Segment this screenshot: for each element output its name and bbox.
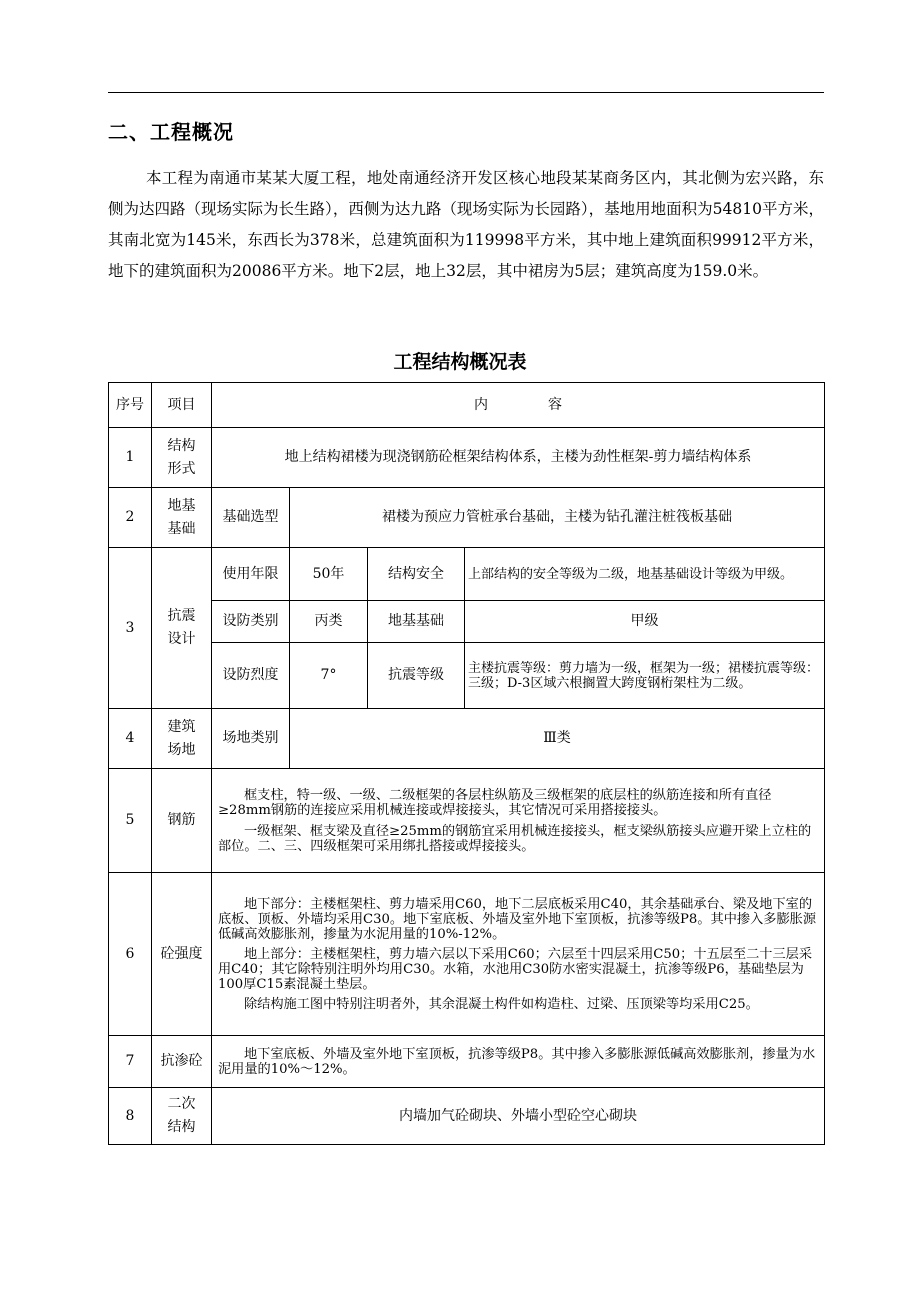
- table-title: 工程结构概况表: [393, 351, 527, 373]
- row-item: 结构 形式: [152, 428, 212, 488]
- row-no: 7: [109, 1036, 152, 1088]
- table-row: [109, 709, 825, 769]
- row-no: 8: [109, 1088, 152, 1145]
- row-no: 4: [109, 709, 152, 769]
- foundation-label: 地基基础: [368, 601, 465, 643]
- fortification-category-label: 设防类别: [212, 601, 290, 643]
- intensity-value: 7°: [290, 643, 368, 709]
- row-content: 地下室底板、外墙及室外地下室顶板，抗渗等级P8。其中掺入多膨胀源低碱高效膨胀剂，掺量为水泥用量的10%～12%。: [212, 1036, 825, 1088]
- row-no: 5: [109, 769, 152, 873]
- table-row: [109, 428, 825, 488]
- section-heading: 二、工程概况: [108, 120, 234, 144]
- table-row: [109, 548, 825, 601]
- table-row: [109, 769, 825, 873]
- structural-safety-label: 结构安全: [368, 548, 465, 601]
- row-item: 砼强度: [152, 873, 212, 1036]
- table-row: [109, 488, 825, 548]
- row-subitem: 场地类别: [212, 709, 290, 769]
- row-item: 抗震 设计: [152, 548, 212, 709]
- row-no: 2: [109, 488, 152, 548]
- table-row: [109, 643, 825, 709]
- row-content: 地上结构裙楼为现浇钢筋砼框架结构体系，主楼为劲性框架-剪力墙结构体系: [212, 428, 825, 488]
- foundation-content: 甲级: [465, 601, 825, 643]
- row-item: 地基 基础: [152, 488, 212, 548]
- row-item: 钢筋: [152, 769, 212, 873]
- table-row: [109, 873, 825, 1036]
- row-subitem: 基础选型: [212, 488, 290, 548]
- service-life-value: 50年: [290, 548, 368, 601]
- intensity-label: 设防烈度: [212, 643, 290, 709]
- table-row: [109, 601, 825, 643]
- header-no: 序号: [109, 383, 152, 428]
- seismic-grade-content: 主楼抗震等级：剪力墙为一级，框架为一级；裙楼抗震等级：三级；D-3区域六根搁置大跨度钢桁架柱为二级。: [465, 643, 825, 709]
- structural-safety-content: 上部结构的安全等级为二级，地基基础设计等级为甲级。: [465, 548, 825, 601]
- header-rule: [108, 92, 824, 93]
- row-no: 3: [109, 548, 152, 709]
- row-content: 框支柱，特一级、一级、二级框架的各层柱纵筋及三级框架的底层柱的纵筋连接和所有直径≥28mm钢筋的连接应采用机械连接或焊接接头，其它情况可采用搭接接头。 一级框架、框支梁及直径≥25mm的钢筋宜采用机械连接接头，框支梁纵筋接头应避开梁上立柱的部位。二、三、四级框架可采用绑扎搭接或焊接接头。: [212, 769, 825, 873]
- table-header-row: [109, 383, 825, 428]
- row-item: 建筑 场地: [152, 709, 212, 769]
- structure-overview-table: [108, 382, 825, 1145]
- row-content: 裙楼为预应力管桩承台基础，主楼为钻孔灌注桩筏板基础: [290, 488, 825, 548]
- row-no: 1: [109, 428, 152, 488]
- fortification-category-value: 丙类: [290, 601, 368, 643]
- table-row: [109, 1088, 825, 1145]
- row-no: 6: [109, 873, 152, 1036]
- row-content: Ⅲ类: [290, 709, 825, 769]
- intro-paragraph: 本工程为南通市某某大厦工程，地处南通经济开发区核心地段某某商务区内，其北侧为宏兴路，东侧为达四路（现场实际为长生路），西侧为达九路（现场实际为长园路），基地用地面积为54810平方米，其南北宽为145米，东西长为378米，总建筑面积为119998平方米，其中地上建筑面积99912平方米，地下的建筑面积为20086平方米。地下2层，地上32层，其中裙房为5层；建筑高度为159.0米。: [108, 169, 824, 280]
- seismic-grade-label: 抗震等级: [368, 643, 465, 709]
- row-item: 二次 结构: [152, 1088, 212, 1145]
- table-row: [109, 1036, 825, 1088]
- header-content: 内容: [212, 383, 825, 428]
- row-item: 抗渗砼: [152, 1036, 212, 1088]
- service-life-label: 使用年限: [212, 548, 290, 601]
- header-item: 项目: [152, 383, 212, 428]
- row-content: 内墙加气砼砌块、外墙小型砼空心砌块: [212, 1088, 825, 1145]
- row-content: 地下部分：主楼框架柱、剪力墙采用C60，地下二层底板采用C40，其余基础承台、梁及地下室的底板、顶板、外墙均采用C30。地下室底板、外墙及室外地下室顶板，抗渗等级P8。其中掺入多膨胀源低碱高效膨胀剂，掺量为水泥用量的10%-12%。 地上部分：主楼框架柱，剪力墙六层以下采用C60；六层至十四层采用C50；十五层至二十三层采用C40；其它除特别注明外均用C30。水箱，水池用C30防水密实混凝土，抗渗等级P6，基础垫层为100厚C15素混凝土垫层。 除结构施工图中特别注明者外，其余混凝土构件如构造柱、过梁、压顶梁等均采用C25。: [212, 873, 825, 1036]
